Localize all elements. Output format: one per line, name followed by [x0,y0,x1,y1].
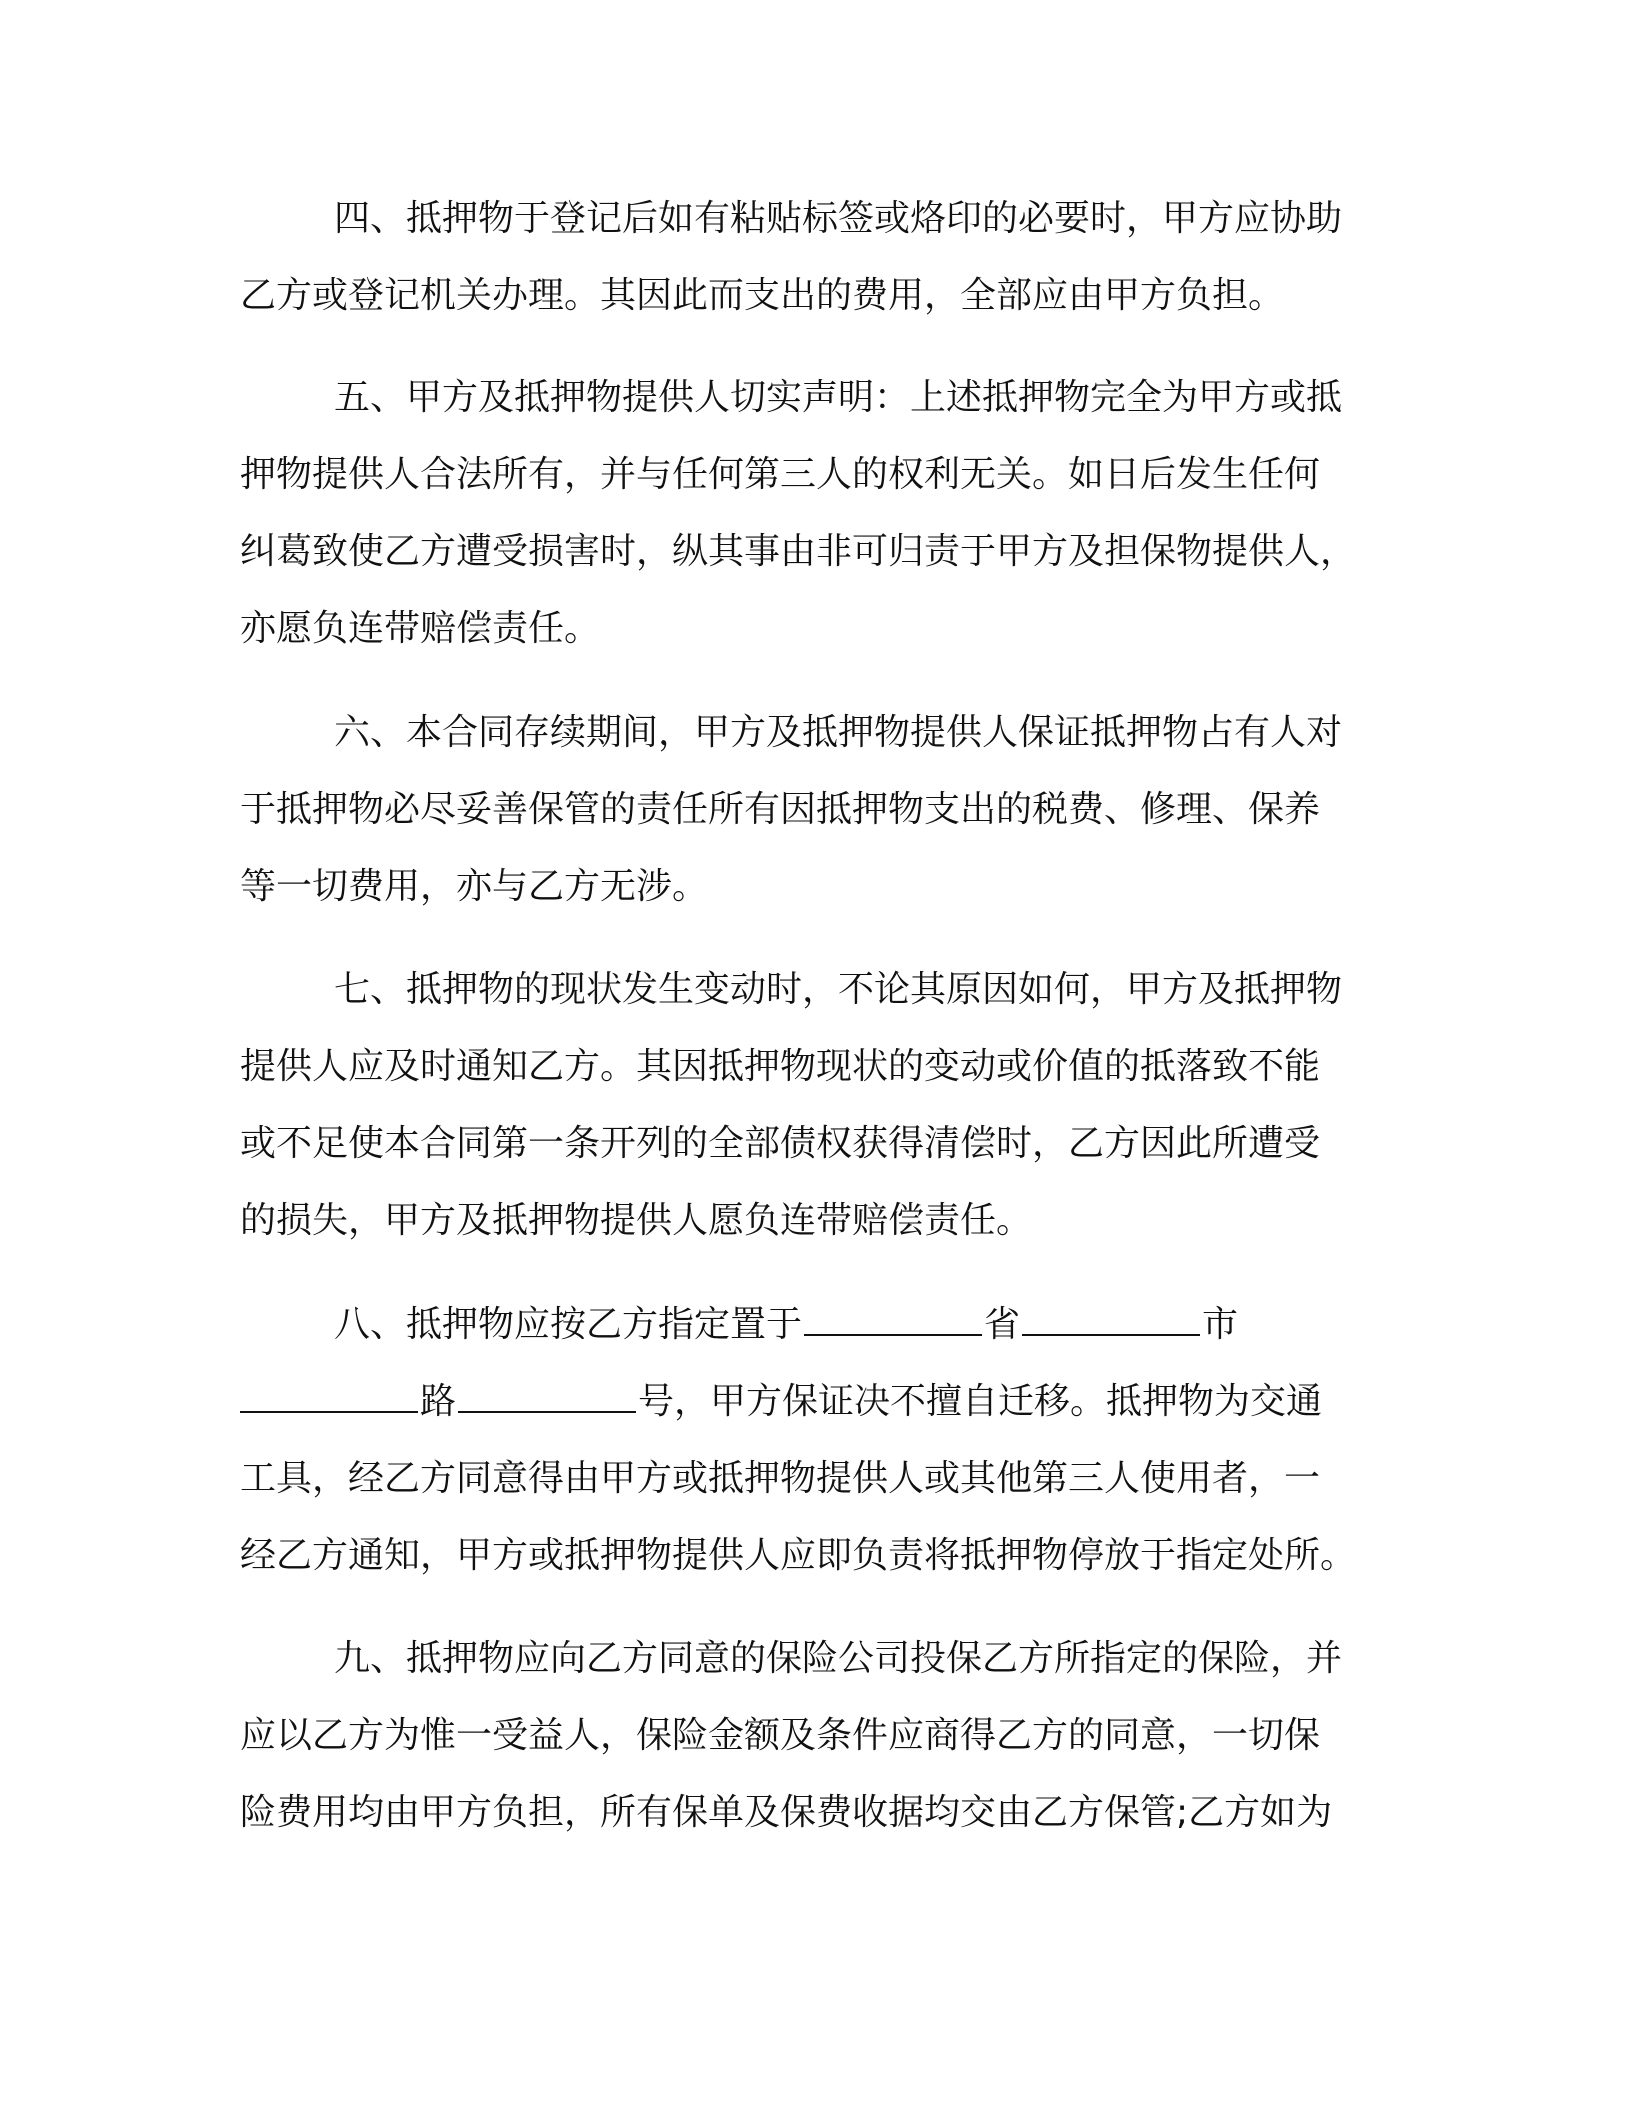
clause-line: 亦愿负连带赔偿责任。 [240,608,601,649]
clause-line: 四、抵押物于登记后如有粘贴标签或烙印的必要时，甲方应协助 [334,198,1343,239]
province-blank[interactable] [804,1300,982,1336]
clause-9 [240,1620,1380,1851]
road-blank[interactable] [458,1377,636,1413]
clause-line: 九、抵押物应向乙方同意的保险公司投保乙方所指定的保险，并 [334,1638,1343,1679]
clause-6 [240,694,1380,925]
clause-line: 乙方或登记机关办理。其因此而支出的费用，全部应由甲方负担。 [240,275,1285,316]
clause-line: 六、本合同存续期间，甲方及抵押物提供人保证抵押物占有人对 [334,712,1343,753]
district-blank[interactable] [240,1377,418,1413]
clause-line [240,1286,1380,1363]
clause-line: 或不足使本合同第一条开列的全部债权获得清偿时，乙方因此所遭受 [240,1123,1321,1164]
clause-line: 五、甲方及抵押物提供人切实声明：上述抵押物完全为甲方或抵 [334,377,1343,418]
clause-line: 于抵押物必尽妥善保管的责任所有因抵押物支出的税费、修理、保养 [240,789,1321,830]
clause-line: 经乙方通知，甲方或抵押物提供人应即负责将抵押物停放于指定处所。 [240,1535,1357,1576]
clause-text: 路 [420,1381,457,1422]
clause-8 [240,1286,1380,1594]
clause-line: 等一切费用，亦与乙方无涉。 [240,866,709,907]
clause-5 [240,359,1380,667]
clause-text: 市 [1202,1304,1239,1345]
clause-line: 工具，经乙方同意得由甲方或抵押物提供人或其他第三人使用者，一 [240,1458,1321,1499]
clause-line: 纠葛致使乙方遭受损害时，纵其事由非可归责于甲方及担保物提供人， [240,531,1357,572]
clause-4 [240,180,1380,334]
clause-line: 应以乙方为惟一受益人，保险金额及条件应商得乙方的同意，一切保 [240,1715,1321,1756]
clause-line: 提供人应及时通知乙方。其因抵押物现状的变动或价值的抵落致不能 [240,1046,1321,1087]
clause-text: 号，甲方保证决不擅自迁移。抵押物为交通 [638,1381,1323,1422]
clause-line: 七、抵押物的现状发生变动时，不论其原因如何，甲方及抵押物 [334,969,1343,1010]
clause-line: 的损失，甲方及抵押物提供人愿负连带赔偿责任。 [240,1200,1033,1241]
clause-text: 省 [984,1304,1021,1345]
clause-line [240,1363,1380,1440]
clause-line: 险费用均由甲方负担，所有保单及保费收据均交由乙方保管;乙方如为 [240,1792,1333,1833]
city-blank[interactable] [1022,1300,1200,1336]
clause-text: 八、抵押物应按乙方指定置于 [334,1304,803,1345]
clause-7 [240,951,1380,1259]
clause-line: 押物提供人合法所有，并与任何第三人的权利无关。如日后发生任何 [240,454,1321,495]
